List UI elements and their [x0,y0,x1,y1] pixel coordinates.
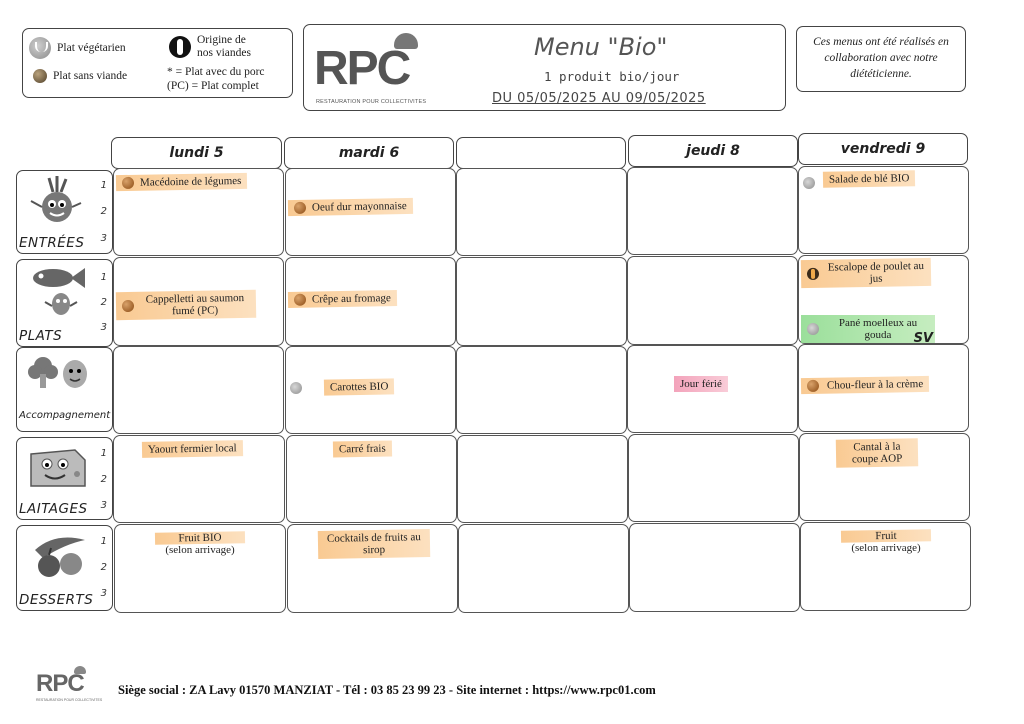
day-header-vendredi: vendredi 9 [798,133,968,165]
vegetarian-icon [803,177,815,189]
cell-lundi-dessert [114,524,286,613]
vegetarian-icon [807,323,819,335]
fish-and-potato-icon [25,264,95,318]
beet-character-icon [25,175,85,229]
cell-mardi-laitage [286,435,457,523]
dish-lundi-dessert: Fruit BIO [155,531,245,545]
rpc-logo: RPC RESTAURATION POUR COLLECTIVITES [314,33,434,107]
no-meat-icon [807,380,819,392]
footer-rpc-logo: RPC RESTAURATION POUR COLLECTIVITES [36,666,96,706]
cell-jeudi-dessert [629,523,800,612]
dish-mardi-accomp: Carottes BIO [324,378,395,395]
no-meat-icon [294,202,306,214]
dish-vendredi-plat-2: Pané moelleux au gouda [838,317,918,341]
dish-jeudi-accomp: Jour férié [674,376,728,392]
cell-lundi-accomp [113,346,284,434]
legend-no-meat: Plat sans viande [33,69,127,83]
cell-jeudi-laitage [628,434,799,522]
meat-origin-icon [169,36,191,58]
category-laitages: 1 2 3 LAITAGES [16,437,113,520]
footer-address: Siège social : ZA Lavy 01570 MANZIAT - Tél : 03 85 23 99 23 - Site internet : https://www.rpc01.com [118,683,656,697]
menu-subtitle: 1 produit bio/jour [544,69,680,84]
dish-mardi-laitage: Carré frais [333,440,392,457]
vegetarian-icon [290,382,302,394]
cell-jeudi-entree [627,167,798,255]
cell-vendredi-dessert [800,522,971,611]
dish-vendredi-entree: Salade de blé BIO [823,170,916,188]
cell-mercredi-dessert [458,524,629,613]
category-plats: 1 2 3 PLATS [16,259,113,347]
cell-mercredi-entree [456,168,627,256]
no-meat-icon [294,294,306,306]
day-header-jeudi: jeudi 8 [628,135,798,167]
cell-vendredi-accomp [798,344,969,432]
dish-lundi-dessert-note: (selon arrivage) [165,544,235,556]
sv-mark: SV [913,331,933,346]
broccoli-potato-icon [25,352,95,396]
cell-lundi-plat [113,257,284,346]
cell-jeudi-plat [627,256,798,345]
cheese-character-icon [25,442,95,492]
dietitian-note: Ces menus ont été réalisés en collaboration avec notre diététicienne. [796,26,966,92]
dish-lundi-entree: Macédoine de légumes [139,174,242,189]
no-meat-icon [33,69,47,83]
dish-mardi-plat: Crêpe au fromage [311,292,391,306]
fruits-icon [25,530,95,580]
menu-title: Menu "Bio" [534,33,668,61]
vegetarian-icon [29,37,51,59]
menu-dates: DU 05/05/2025 AU 09/05/2025 [492,91,706,106]
no-meat-icon [122,177,134,189]
legend-origin: Origine de nos viandes [169,34,289,60]
dish-mardi-dessert: Cocktails de fruits au sirop [318,529,430,559]
cell-mardi-plat [285,257,456,346]
dish-vendredi-laitage: Cantal à la coupe AOP [836,438,918,467]
category-desserts: 1 2 3 DESSERTS [16,525,113,611]
day-header-mardi: mardi 6 [284,137,454,169]
cell-mardi-entree [285,168,456,256]
dish-vendredi-dessert-note: (selon arrivage) [851,542,921,554]
header-box [303,24,786,111]
legend-box [22,28,293,98]
dish-vendredi-accomp: Chou-fleur à la crème [826,377,924,392]
dish-vendredi-dessert: Fruit [841,529,931,543]
dish-vendredi-plat-1: Escalope de poulet au jus [827,259,925,285]
cell-mercredi-plat [456,257,627,346]
dish-mardi-entree: Oeuf dur mayonnaise [311,200,407,214]
cell-jeudi-accomp [627,345,798,433]
legend-pork: * = Plat avec du porc (PC) = Plat complet [167,66,265,92]
no-meat-icon [122,300,134,312]
dish-lundi-plat: Cappelletti au saumon fumé (PC) [145,291,245,318]
category-entrees: 1 2 3 ENTRÉES [16,170,113,254]
day-header-lundi: lundi 5 [111,137,282,169]
cell-mercredi-laitage [457,435,628,523]
category-accompagnement: Accompagnement [16,347,113,432]
cell-mercredi-accomp [456,346,627,434]
cell-mardi-accomp [285,346,456,434]
legend-vegetarian: Plat végétarien [29,37,126,59]
day-header-mercredi [456,137,626,169]
cell-mardi-dessert [287,524,458,613]
dish-lundi-laitage: Yaourt fermier local [142,440,243,458]
cell-vendredi-entree [798,166,969,254]
cell-vendredi-laitage [799,433,970,521]
cell-lundi-laitage [113,435,285,523]
cell-vendredi-plat [798,255,969,344]
legend-complete: (PC) = Plat complet [167,80,259,92]
meat-origin-icon [807,268,819,280]
cell-lundi-entree [113,168,284,256]
